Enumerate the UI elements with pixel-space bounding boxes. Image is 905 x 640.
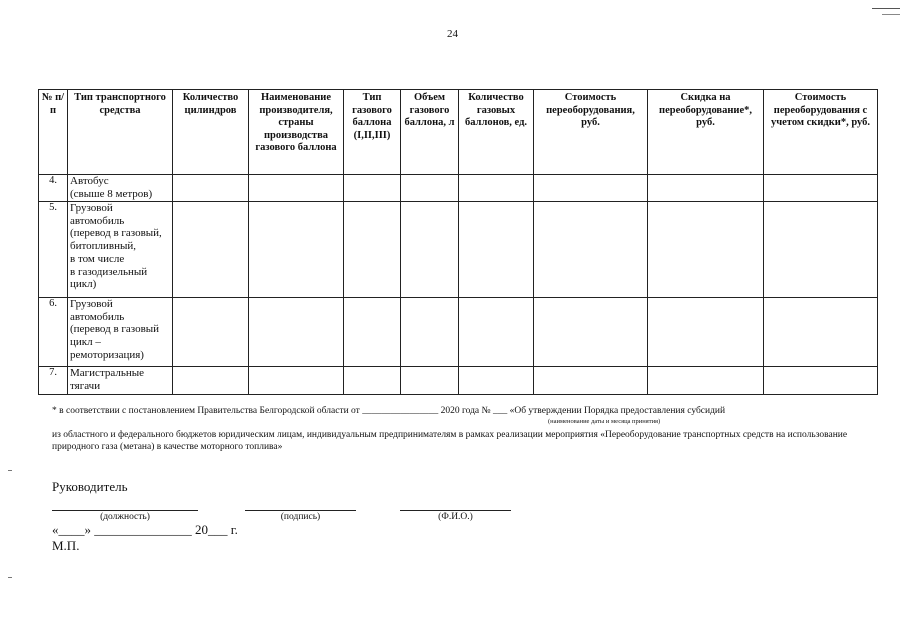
- stamp-label: М.П.: [52, 538, 80, 553]
- vehicle-type: Магистральные тягачи: [68, 367, 173, 395]
- cell: [648, 367, 764, 395]
- column-header: Количество газовых баллонов, ед.: [459, 90, 534, 175]
- cell: [764, 367, 878, 395]
- cell: [249, 175, 344, 202]
- row-number: 4.: [39, 175, 68, 202]
- column-header: Скидка на переоборудование*, руб.: [648, 90, 764, 175]
- cell: [344, 202, 401, 298]
- footnote-line-2: из областного и федерального бюджетов юридическим лицам, индивидуальным предпринимателям в рамках реализации мероприятия «Переоборудование транспортных средств на использование природного газа (метана) в качестве моторного топлива»: [52, 430, 848, 452]
- row-number: 7.: [39, 367, 68, 395]
- cell: [534, 202, 648, 298]
- cell: [648, 202, 764, 298]
- position-caption: (должность): [100, 512, 150, 522]
- signature-line: [245, 510, 356, 511]
- cell: [173, 175, 249, 202]
- signature-caption: (подпись): [280, 512, 321, 522]
- scan-mark: [8, 470, 12, 471]
- cell: [249, 367, 344, 395]
- cell: [764, 175, 878, 202]
- scan-mark: [8, 577, 12, 578]
- row-number: 6.: [39, 298, 68, 367]
- vehicle-type: Автобус (свыше 8 метров): [68, 175, 173, 202]
- column-header: Объем газового баллона, л: [401, 90, 459, 175]
- name-line: [400, 510, 511, 511]
- cell: [764, 202, 878, 298]
- table-row: [39, 202, 878, 298]
- top-right-mark-2: [882, 14, 900, 15]
- cell: [344, 175, 401, 202]
- cell: [648, 298, 764, 367]
- page-number: 24: [447, 28, 458, 40]
- column-header: Тип транспортного средства: [68, 90, 173, 175]
- cell: [459, 202, 534, 298]
- cell: [534, 298, 648, 367]
- cell: [401, 298, 459, 367]
- table-header-row: [39, 90, 878, 175]
- cell: [249, 202, 344, 298]
- table-row: [39, 298, 878, 367]
- vehicle-conversion-table: [38, 89, 878, 395]
- footnote-line-1: * в соответствии с постановлением Правительства Белгородской области от ________________ 2020 года № ___ «Об утверждении Порядка предоставления субсидий: [52, 406, 726, 416]
- vehicle-type: Грузовой автомобиль (перевод в газовый цикл – ремоторизация): [68, 298, 173, 367]
- position-line: [52, 510, 198, 511]
- column-header: Наименование производителя, страны производства газового баллона: [249, 90, 344, 175]
- cell: [401, 175, 459, 202]
- cell: [534, 367, 648, 395]
- cell: [344, 298, 401, 367]
- cell: [459, 367, 534, 395]
- column-header: Стоимость переоборудования с учетом скидки*, руб.: [764, 90, 878, 175]
- column-header: № п/п: [39, 90, 68, 175]
- cell: [401, 202, 459, 298]
- cell: [648, 175, 764, 202]
- cell: [249, 298, 344, 367]
- cell: [401, 367, 459, 395]
- vehicle-type: Грузовой автомобиль (перевод в газовый, битопливный, в том числе в газодизельный цикл): [68, 202, 173, 298]
- cell: [459, 175, 534, 202]
- column-header: Количество цилиндров: [173, 90, 249, 175]
- column-header: Стоимость переоборудования, руб.: [534, 90, 648, 175]
- date-line: «____» _______________ 20___ г.: [52, 522, 238, 537]
- top-right-mark: [872, 8, 900, 9]
- table-row: [39, 175, 878, 202]
- cell: [764, 298, 878, 367]
- head-label: Руководитель: [52, 479, 128, 494]
- cell: [173, 367, 249, 395]
- cell: [344, 367, 401, 395]
- cell: [173, 298, 249, 367]
- cell: [534, 175, 648, 202]
- column-header: Тип газового баллона (I,II,III): [344, 90, 401, 175]
- row-number: 5.: [39, 202, 68, 298]
- cell: [173, 202, 249, 298]
- name-caption: (Ф.И.О.): [438, 512, 473, 522]
- footnote-caption: (наименование даты и месяца принятия): [548, 418, 661, 425]
- table-row: [39, 367, 878, 395]
- cell: [459, 298, 534, 367]
